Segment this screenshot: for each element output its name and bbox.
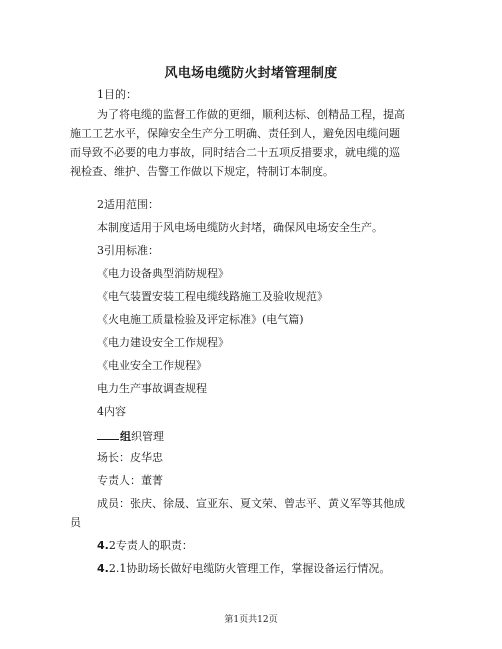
members-line-1: 成员：张庆、徐晟、宣亚东、夏文荣、曾志平、黄义军等其他成	[97, 497, 405, 510]
paragraph-line: 施工工艺水平，保障安全生产分工明确、责任到人，避免因电缆问题	[70, 127, 400, 140]
reference-item: 《电业安全工作规程》	[97, 359, 207, 372]
section-number: 4.	[97, 562, 109, 575]
section-2-paragraph: 本制度适用于风电场电缆防火封堵，确保风电场安全生产。	[97, 221, 383, 234]
station-manager: 场长：皮华忠	[97, 451, 163, 464]
paragraph-line: 而导致不必要的电力事故，同时结合二十五项反措要求，就电缆的巡	[70, 146, 400, 159]
section-1-paragraph	[70, 108, 436, 179]
person-in-charge: 专责人：董菁	[97, 474, 163, 487]
section-4-2-heading	[97, 539, 193, 553]
page-footer: 第1页共12页	[224, 615, 278, 625]
document-title: 风电场电缆防火封堵管理制度	[164, 66, 338, 81]
org-management-rest: 织管理	[131, 430, 164, 443]
section-3-heading: 3引用标准：	[97, 244, 159, 257]
org-management-heading	[97, 428, 164, 444]
section-1-heading: 1目的：	[97, 88, 137, 101]
blank-underline	[97, 428, 119, 440]
paragraph-line: 为了将电缆的监督工作做的更细，顺利达标、创精品工程，提高	[97, 108, 405, 121]
section-text: 2专责人的职责：	[108, 539, 193, 552]
paragraph-line: 视检查、维护、告警工作做以下规定，特制订本制度。	[70, 165, 334, 178]
section-text: 2.1协助场长做好电缆防火管理工作，掌握设备运行情况。	[108, 562, 391, 575]
reference-item: 《电力建设安全工作规程》	[97, 336, 229, 349]
section-number: 4.	[97, 539, 109, 552]
org-management-first-char: 组	[120, 430, 131, 443]
reference-item-extra: 电力生产事故调查规程	[97, 382, 207, 395]
reference-item: 《火电施工质量检验及评定标准》(电气篇)	[97, 313, 304, 326]
reference-item: 《电气装置安装工程电缆线路施工及验收规范》	[97, 290, 328, 303]
section-2-heading: 2适用范围：	[97, 198, 159, 211]
reference-item: 《电力设备典型消防规程》	[97, 267, 229, 280]
section-4-heading: 4内容	[97, 405, 126, 418]
members-line-2: 员	[70, 516, 81, 529]
section-4-2-1	[97, 562, 390, 576]
